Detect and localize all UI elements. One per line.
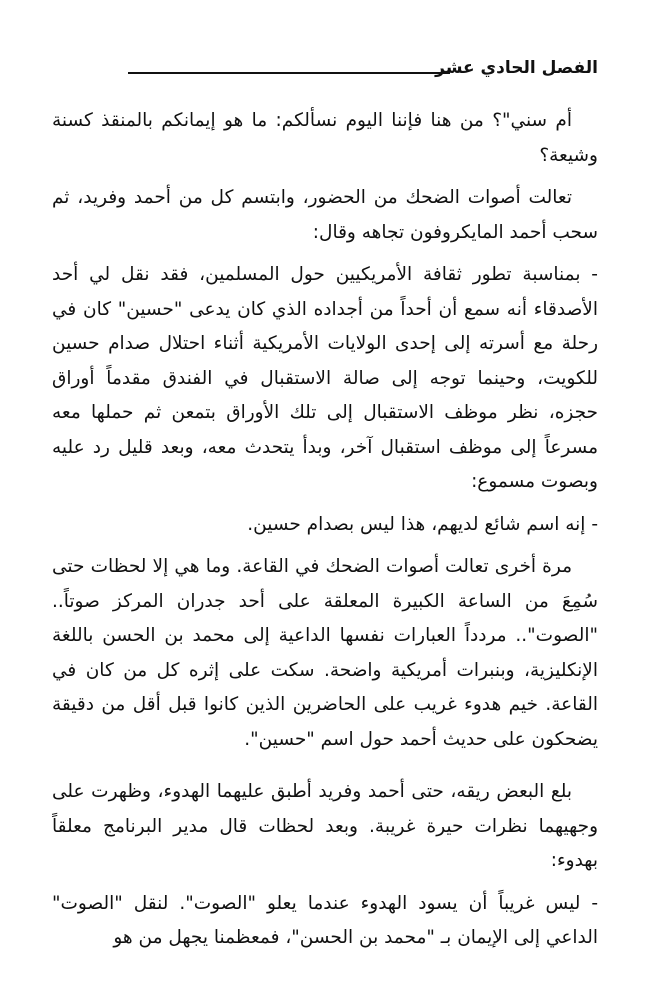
dialogue-paragraph: - بمناسبة تطور ثقافة الأمريكيين حول المسلمين، فقد نقل لي أحد الأصدقاء أنه سمع أن أحداً من أجداده الذي كان يدعى "حسين" كان في رحلة مع أسرته إلى إحدى الولايات الأمريكية أثناء احتلال صدام حسين للكويت، وحينما توجه إلى صالة الاستقبال في الفندق مقدماً أوراق حجزه، نظر موظف الاستقبال إلى تلك الأوراق بتمعن ثم حملها معه مسرعاً إلى موظف استقبال آخر، وبدأ يتحدث معه، وبعد قليل رد عليه وبصوت مسموع: xyxy=(52,264,598,492)
dialogue-paragraph: - ليس غريباً أن يسود الهدوء عندما يعلو "الصوت". لنقل "الصوت" الداعي إلى الإيمان بـ "محمد بن الحسن"، فمعظمنا يجهل من هو xyxy=(52,892,598,948)
page-body xyxy=(52,104,598,964)
paragraph: تعالت أصوات الضحك من الحضور، وابتسم كل من أحمد وفريد، ثم سحب أحمد المايكروفون تجاهه وقال: xyxy=(52,187,598,243)
paragraph: أم سني"؟ من هنا فإننا اليوم نسألكم: ما هو إيمانكم بالمنقذ كسنة وشيعة؟ xyxy=(52,110,598,166)
running-header xyxy=(128,58,598,88)
paragraph: بلع البعض ريقه، حتى أحمد وفريد أطبق عليهما الهدوء، وظهرت على وجهيهما نظرات حيرة غريبة. وبعد لحظات قال مدير البرنامج معلقاً بهدوء: xyxy=(52,781,598,871)
header-rule xyxy=(128,72,450,74)
chapter-title: الفصل الحادي عشر xyxy=(435,58,598,78)
dialogue-paragraph: - إنه اسم شائع لديهم، هذا ليس بصدام حسين. xyxy=(247,513,598,535)
paragraph: مرة أخرى تعالت أصوات الضحك في القاعة. وما هي إلا لحظات حتى سُمِعَ من الساعة الكبيرة المعلقة على أحد جدران المركز صوتاً.. "الصوت".. مردداً العبارات نفسها الداعية إلى محمد بن الحسن باللغة الإنكليزية، وبنبرات أمريكية واضحة. سكت على إثره كل من كان في القاعة. خيم هدوء غريب على الحاضرين الذين كانوا قبل أقل من دقيقة يضحكون على حديث أحمد حول اسم "حسين". xyxy=(52,556,598,750)
